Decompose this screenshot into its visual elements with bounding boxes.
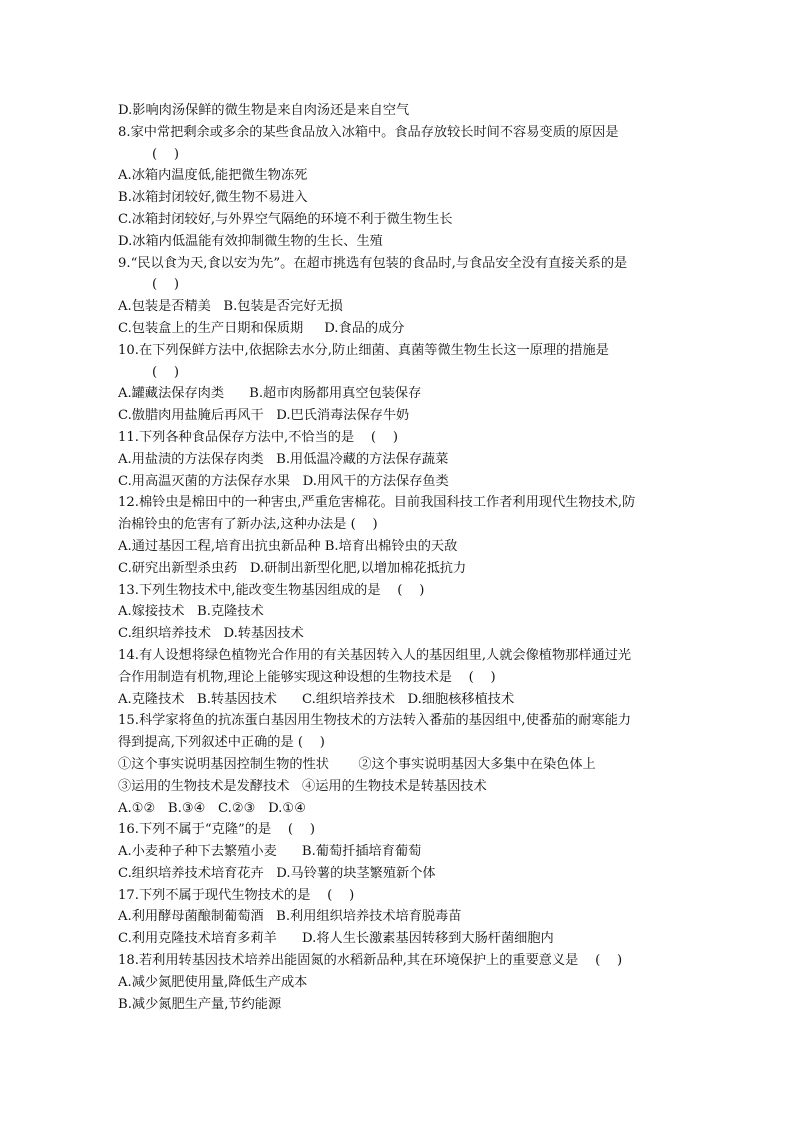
option-line: B.减少氮肥生产量,节约能源 [118, 996, 282, 1012]
option-line: A.小麦种子种下去繁殖小麦 B.葡萄扦插培育葡萄 [118, 844, 422, 860]
option-line: C.冰箱封闭较好,与外界空气隔绝的环境不利于微生物生长 [118, 211, 453, 227]
option-line: A.罐藏法保存肉类 B.超市肉肠都用真空包装保存 [118, 386, 422, 402]
option-line: A.冰箱内温度低,能把微生物冻死 [118, 168, 308, 184]
option-line: C.傲腊肉用盐腌后再风干 D.巴氏消毒法保存牛奶 [118, 408, 410, 424]
option-line: B.冰箱封闭较好,微生物不易进入 [118, 190, 308, 206]
document-page [118, 100, 698, 1015]
option-line: A.①② B.③④ C.②③ D.①④ [118, 800, 307, 816]
question-stem: 10.在下列保鲜方法中,依据除去水分,防止细菌、真菌等微生物生长这一原理的措施是 [118, 342, 609, 358]
question-stem: 14.有人设想将绿色植物光合作用的有关基因转入人的基因组里,人就会像植物那样通过光 [118, 647, 632, 663]
option-line: A.包装是否精美 B.包装是否完好无损 [118, 299, 343, 315]
question-stem: 13.下列生物技术中,能改变生物基因组成的是 ( ) [118, 582, 425, 598]
question-stem: 18.若利用转基因技术培养出能固氮的水稻新品种,其在环境保护上的重要意义是 ( ) [118, 953, 623, 969]
option-line: A.利用酵母菌酿制葡萄酒 B.利用组织培养技术培育脱毒苗 [118, 909, 462, 925]
question-stem: 17.下列不属于现代生物技术的是 ( ) [118, 887, 355, 903]
option-line: C.包装盒上的生产日期和保质期 D.食品的成分 [118, 320, 405, 336]
option-line: A.通过基因工程,培育出抗虫新品种 B.培育出棉铃虫的天敌 [118, 538, 458, 554]
option-line: C.利用克隆技术培育多莉羊 D.将人生长激素基因转移到大肠杆菌细胞内 [118, 931, 554, 947]
question-stem: 16.下列不属于“克隆”的是 ( ) [118, 822, 315, 838]
answer-blank: ( ) [152, 364, 180, 380]
question-stem: 得到提高,下列叙述中正确的是 ( ) [118, 735, 325, 751]
option-line: A.用盐渍的方法保存肉类 B.用低温冷藏的方法保存蔬菜 [118, 451, 449, 467]
question-stem: 合作用制造有机物,理论上能够实现这种设想的生物技术是 ( ) [118, 669, 496, 685]
option-line: A.减少氮肥使用量,降低生产成本 [118, 974, 308, 990]
answer-blank: ( ) [152, 146, 180, 162]
question-stem: 12.棉铃虫是棉田中的一种害虫,严重危害棉花。目前我国科技工作者利用现代生物技术,防 [118, 495, 636, 511]
option-line: C.组织培养技术培育花卉 D.马铃薯的块茎繁殖新个体 [118, 865, 436, 881]
question-stem: 11.下列各种食品保存方法中,不恰当的是 ( ) [118, 429, 398, 445]
statement-line: ③运用的生物技术是发酵技术 ④运用的生物技术是转基因技术 [118, 778, 487, 794]
option-line: C.研究出新型杀虫药 D.研制出新型化肥,以增加棉花抵抗力 [118, 560, 467, 576]
question-stem: 15.科学家将鱼的抗冻蛋白基因用生物技术的方法转入番茄的基因组中,使番茄的耐寒能力 [118, 713, 632, 729]
option-line: C.组织培养技术 D.转基因技术 [118, 626, 304, 642]
question-stem: 8.家中常把剩余或多余的某些食品放入冰箱中。食品存放较长时间不容易变质的原因是 [118, 124, 619, 140]
question-stem: 治棉铃虫的危害有了新办法,这种办法是 ( ) [118, 517, 378, 533]
option-line: C.用高温灭菌的方法保存水果 D.用风干的方法保存鱼类 [118, 473, 449, 489]
answer-blank: ( ) [152, 277, 180, 293]
option-line: D.冰箱内低温能有效抑制微生物的生长、生殖 [118, 233, 383, 249]
text-line: D.影响肉汤保鲜的微生物是来自肉汤还是来自空气 [118, 103, 410, 118]
option-line: A.嫁接技术 B.克隆技术 [118, 604, 264, 620]
statement-line: ①这个事实说明基因控制生物的性状 ②这个事实说明基因大多集中在染色体上 [118, 756, 596, 772]
option-line: A.克隆技术 B.转基因技术 C.组织培养技术 D.细胞核移植技术 [118, 691, 515, 707]
question-stem: 9.“民以食为天,食以安为先”。在超市挑选有包装的食品时,与食品安全没有直接关系的是 [118, 255, 628, 271]
